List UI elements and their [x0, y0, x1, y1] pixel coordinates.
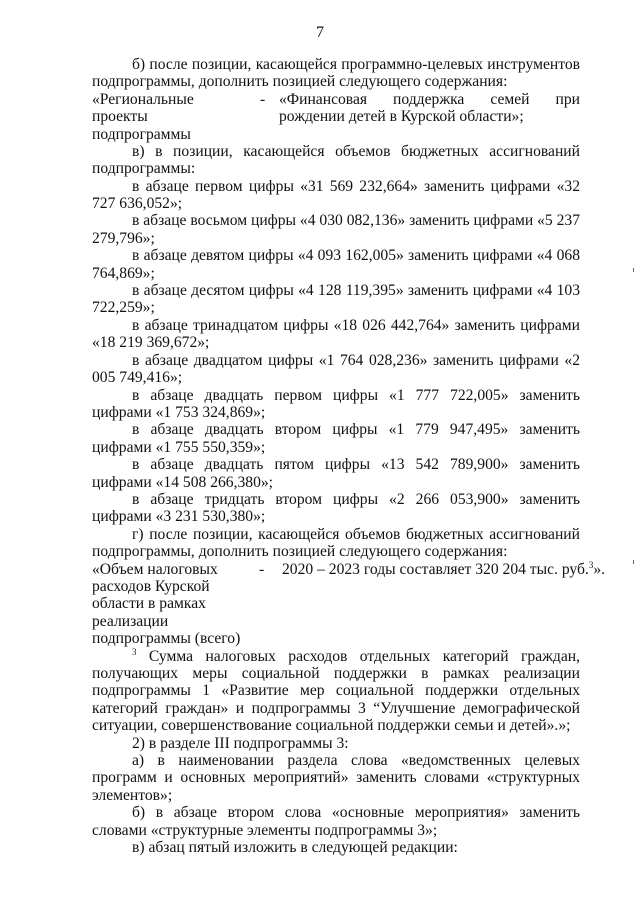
- table-cell-right: «Финансовая поддержка семей при рождении детей в Курской области»;: [279, 90, 580, 126]
- paragraph-g: г) после позиции, касающейся объемов бюджетных ассигнований подпрограммы, дополнить позицией следующего содержания:: [92, 525, 580, 561]
- table-dash: -: [260, 90, 266, 108]
- table-dash: -: [259, 560, 265, 578]
- footnote-text: Сумма налоговых расходов отдельных категорий граждан, получающих меры социальной поддержки в рамках реализации подпрограммы 1 «Развитие мер социальной поддержки отдельных категорий граждан» и подпрограммы 3 “Улучшение демографической ситуации, совершенствование социальной поддержки семьи и детей».»;: [92, 647, 580, 735]
- paragraph-v7: в абзаце двадцать первом цифры «1 777 722,005» заменить цифрами «1 753 324,869»;: [92, 386, 580, 421]
- table-cell-line: подпрограммы: [92, 125, 191, 143]
- document-body: [92, 56, 606, 857]
- table-cell-line: области в рамках: [92, 595, 206, 613]
- paragraph-v4: в абзаце десятом цифры «4 128 119,395» заменить цифрами «4 103 722,259»;: [92, 282, 580, 317]
- paragraph-v3: в абзаце девятом цифры «4 093 162,005» заменить цифрами «4 068 764,869»;: [92, 247, 580, 282]
- paragraph-v6: в абзаце двадцатом цифры «1 764 028,236» заменить цифрами «2 005 749,416»;: [92, 351, 580, 387]
- page-number: 7: [316, 24, 324, 41]
- margin-mark: [633, 560, 634, 564]
- table-cell-line: подпрограммы (всего): [92, 630, 241, 648]
- footnote-mark: 3: [132, 646, 137, 657]
- paragraph-v2: в абзаце восьмом цифры «4 030 082,136» заменить цифрами «5 237 279,796»;: [92, 212, 580, 247]
- paragraph-2: 2) в разделе III подпрограммы 3:: [132, 734, 349, 752]
- table-cell-line: расходов Курской: [92, 577, 210, 595]
- tax-expenditure-value: 2020 – 2023 годы составляет 320 204 тыс. руб.: [282, 560, 589, 578]
- paragraph-v1: в абзаце первом цифры «31 569 232,664» заменить цифрами «32 727 636,052»;: [92, 177, 580, 213]
- paragraph-2c: в) абзац пятый изложить в следующей редакции:: [132, 839, 458, 857]
- paragraph-2a: а) в наименовании раздела слова «ведомственных целевых программ и основных мероприятий» заменить словами «структурных элементов»;: [92, 752, 580, 804]
- footnote-ref: 3: [588, 559, 594, 570]
- table-cell-right: [282, 559, 606, 578]
- table-row-tax-expenditures: [92, 559, 606, 648]
- table-cell-left: [92, 91, 194, 143]
- paragraph-v10: в абзаце тридцать втором цифры «2 266 053,900» заменить цифрами «3 231 530,380»;: [92, 490, 580, 526]
- paragraph-v9: в абзаце двадцать пятом цифры «13 542 789,900» заменить цифрами «14 508 266,380»;: [92, 456, 580, 491]
- footnote: [92, 648, 580, 735]
- table-cell-left: [92, 561, 242, 648]
- paragraph-b: б) после позиции, касающейся программно-целевых инструментов подпрограммы, дополнить позицией следующего содержания:: [92, 56, 580, 91]
- margin-mark: [633, 268, 634, 272]
- table-cell-line: «Региональные: [92, 90, 194, 108]
- paragraph-2b: б) в абзаце втором слова «основные мероприятия» заменить словами «структурные элементы подпрограммы 3»;: [92, 804, 580, 839]
- closing-quote: ».: [593, 560, 606, 578]
- paragraph-v8: в абзаце двадцать втором цифры «1 779 947,495» заменить цифрами «1 755 550,359»;: [92, 421, 580, 456]
- table-cell-line: проекты: [92, 108, 148, 126]
- table-cell-line: «Объем налоговых: [92, 560, 218, 578]
- table-cell-line: реализации: [92, 612, 169, 630]
- table-row-regional-projects: [92, 91, 580, 143]
- paragraph-v5: в абзаце тринадцатом цифры «18 026 442,764» заменить цифрами «18 219 369,672»;: [92, 316, 580, 352]
- paragraph-v: в) в позиции, касающейся объемов бюджетных ассигнований подпрограммы:: [92, 142, 580, 178]
